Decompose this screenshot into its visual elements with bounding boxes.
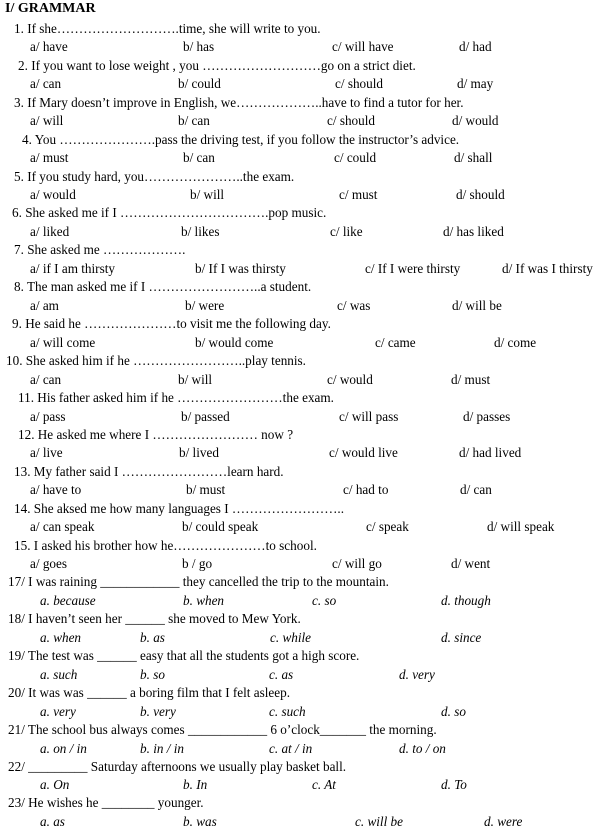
question-3-option-b: b/ can <box>178 113 210 128</box>
question-13-option-d: d/ can <box>460 482 492 497</box>
question-10-option-c: c/ would <box>327 372 373 387</box>
question-3-option-a: a/ will <box>30 113 64 128</box>
question-12-option-a: a/ live <box>30 445 63 460</box>
question-10-option-a: a/ can <box>30 372 62 387</box>
question-5-option-b: b/ will <box>190 187 225 202</box>
question-7-option-d: d/ If was I thirsty <box>502 261 593 276</box>
question-5-option-c: c/ must <box>339 187 378 202</box>
question-18-stem: 19/ The test was ______ easy that all the students got a high score. <box>8 648 360 663</box>
question-19-option-b: b. very <box>140 704 176 719</box>
question-18-option-b: b. so <box>140 667 165 682</box>
question-9-option-d: d/ come <box>494 335 537 350</box>
question-8-option-a: a/ am <box>30 298 59 313</box>
question-20-stem: 21/ The school bus always comes ____________ 6 o’clock_______ the morning. <box>8 722 437 737</box>
question-9-option-a: a/ will come <box>30 335 96 350</box>
question-21-option-b: b. In <box>183 777 208 792</box>
question-13-option-c: c/ had to <box>343 482 389 497</box>
question-22-option-c: c. will be <box>355 814 403 829</box>
question-7-option-a: a/ if I am thirsty <box>30 261 115 276</box>
question-21-option-d: d. To <box>441 777 467 792</box>
question-15-stem: 15. I asked his brother how he…………………to school. <box>14 538 317 553</box>
question-6-option-c: c/ like <box>330 224 363 239</box>
question-19-stem: 20/ It was was ______ a boring film that I felt asleep. <box>8 685 290 700</box>
question-5-option-d: d/ should <box>456 187 505 202</box>
question-19-option-c: c. such <box>269 704 306 719</box>
question-19-option-a: a. very <box>40 704 76 719</box>
question-8-option-b: b/ were <box>185 298 225 313</box>
question-17-option-a: a. when <box>40 630 82 645</box>
question-18-option-c: c. as <box>269 667 294 682</box>
question-15-option-c: c/ will go <box>332 556 382 571</box>
question-8-option-d: d/ will be <box>452 298 502 313</box>
question-2-stem: 2. If you want to lose weight , you ………………………go on a strict diet. <box>18 58 416 73</box>
question-20-option-b: b. in / in <box>140 741 184 756</box>
question-4-option-b: b/ can <box>183 150 215 165</box>
question-20-option-c: c. at / in <box>269 741 313 756</box>
question-15-option-a: a/ goes <box>30 556 67 571</box>
question-11-option-d: d/ passes <box>463 409 511 424</box>
question-17-stem: 18/ I haven’t seen her ______ she moved to Mew York. <box>8 611 301 626</box>
question-1-option-d: d/ had <box>459 39 492 54</box>
question-14-stem: 14. She aksed me how many languages I …………………….. <box>14 501 345 516</box>
question-12-option-c: c/ would live <box>329 445 398 460</box>
question-1-option-b: b/ has <box>183 39 215 54</box>
question-7-option-b: b/ If I was thirsty <box>195 261 286 276</box>
question-3-stem: 3. If Mary doesn’t improve in English, we………………..have to find a tutor for her. <box>14 95 464 110</box>
question-3-option-c: c/ should <box>327 113 375 128</box>
question-9-stem: 9. He said he …………………to visit me the following day. <box>12 316 331 331</box>
section-heading: I/ GRAMMAR <box>5 1 96 16</box>
question-20-option-a: a. on / in <box>40 741 87 756</box>
question-15-option-b: b / go <box>182 556 213 571</box>
question-6-stem: 6. She asked me if I …………………………….pop music. <box>12 205 327 220</box>
question-12-option-b: b/ lived <box>179 445 219 460</box>
question-14-option-a: a/ can speak <box>30 519 95 534</box>
question-16-option-c: c. so <box>312 593 337 608</box>
question-2-option-c: c/ should <box>335 76 383 91</box>
question-1-option-a: a/ have <box>30 39 68 54</box>
question-8-option-c: c/ was <box>337 298 371 313</box>
question-1-stem: 1. If she……………………….time, she will write to you. <box>14 21 321 36</box>
question-12-stem: 12. He asked me where I …………………… now ? <box>18 427 294 442</box>
question-7-stem: 7. She asked me ………………. <box>14 242 186 257</box>
question-1-option-c: c/ will have <box>332 39 394 54</box>
question-6-option-d: d/ has liked <box>443 224 504 239</box>
question-17-option-c: c. while <box>270 630 312 645</box>
question-10-option-d: d/ must <box>451 372 491 387</box>
question-13-stem: 13. My father said I ……………………learn hard. <box>14 464 284 479</box>
question-16-stem: 17/ I was raining ____________ they cancelled the trip to the mountain. <box>8 574 389 589</box>
question-14-option-d: d/ will speak <box>487 519 555 534</box>
question-10-option-b: b/ will <box>178 372 213 387</box>
question-6-option-b: b/ likes <box>181 224 220 239</box>
question-8-stem: 8. The man asked me if I ……………………..a student. <box>14 279 312 294</box>
question-5-option-a: a/ would <box>30 187 76 202</box>
question-20-option-d: d. to / on <box>399 741 446 756</box>
question-17-option-b: b. as <box>140 630 165 645</box>
question-12-option-d: d/ had lived <box>459 445 522 460</box>
question-10-stem: 10. She asked him if he ……………………..play tennis. <box>6 353 306 368</box>
question-16-option-d: d. though <box>441 593 491 608</box>
question-2-option-a: a/ can <box>30 76 62 91</box>
question-11-stem: 11. His father asked him if he ……………………the exam. <box>18 390 334 405</box>
question-22-option-a: a. as <box>40 814 65 829</box>
question-3-option-d: d/ would <box>452 113 499 128</box>
question-11-option-b: b/ passed <box>181 409 230 424</box>
question-9-option-c: c/ came <box>375 335 416 350</box>
question-16-option-a: a. because <box>40 593 96 608</box>
question-21-option-c: c. At <box>312 777 336 792</box>
question-22-option-d: d. were <box>484 814 523 829</box>
question-21-stem: 22/ _________ Saturday afternoons we usually play basket ball. <box>8 759 347 774</box>
question-18-option-d: d. very <box>399 667 435 682</box>
question-11-option-a: a/ pass <box>30 409 66 424</box>
question-7-option-c: c/ If I were thirsty <box>365 261 461 276</box>
question-2-option-d: d/ may <box>457 76 494 91</box>
question-13-option-b: b/ must <box>186 482 226 497</box>
question-15-option-d: d/ went <box>451 556 491 571</box>
question-2-option-b: b/ could <box>178 76 221 91</box>
question-17-option-d: d. since <box>441 630 482 645</box>
question-11-option-c: c/ will pass <box>339 409 399 424</box>
question-21-option-a: a. On <box>40 777 70 792</box>
question-19-option-d: d. so <box>441 704 466 719</box>
question-18-option-a: a. such <box>40 667 78 682</box>
question-4-option-a: a/ must <box>30 150 69 165</box>
question-4-option-c: c/ could <box>334 150 377 165</box>
question-4-option-d: d/ shall <box>454 150 493 165</box>
question-13-option-a: a/ have to <box>30 482 82 497</box>
question-4-stem: 4. You ………………….pass the driving test, if you follow the instructor’s advice. <box>22 132 460 147</box>
question-14-option-c: c/ speak <box>366 519 409 534</box>
question-22-stem: 23/ He wishes he ________ younger. <box>8 795 204 810</box>
question-9-option-b: b/ would come <box>195 335 274 350</box>
question-5-stem: 5. If you study hard, you…………………..the exam. <box>14 169 295 184</box>
question-6-option-a: a/ liked <box>30 224 70 239</box>
question-22-option-b: b. was <box>183 814 217 829</box>
question-14-option-b: b/ could speak <box>182 519 259 534</box>
question-16-option-b: b. when <box>183 593 225 608</box>
